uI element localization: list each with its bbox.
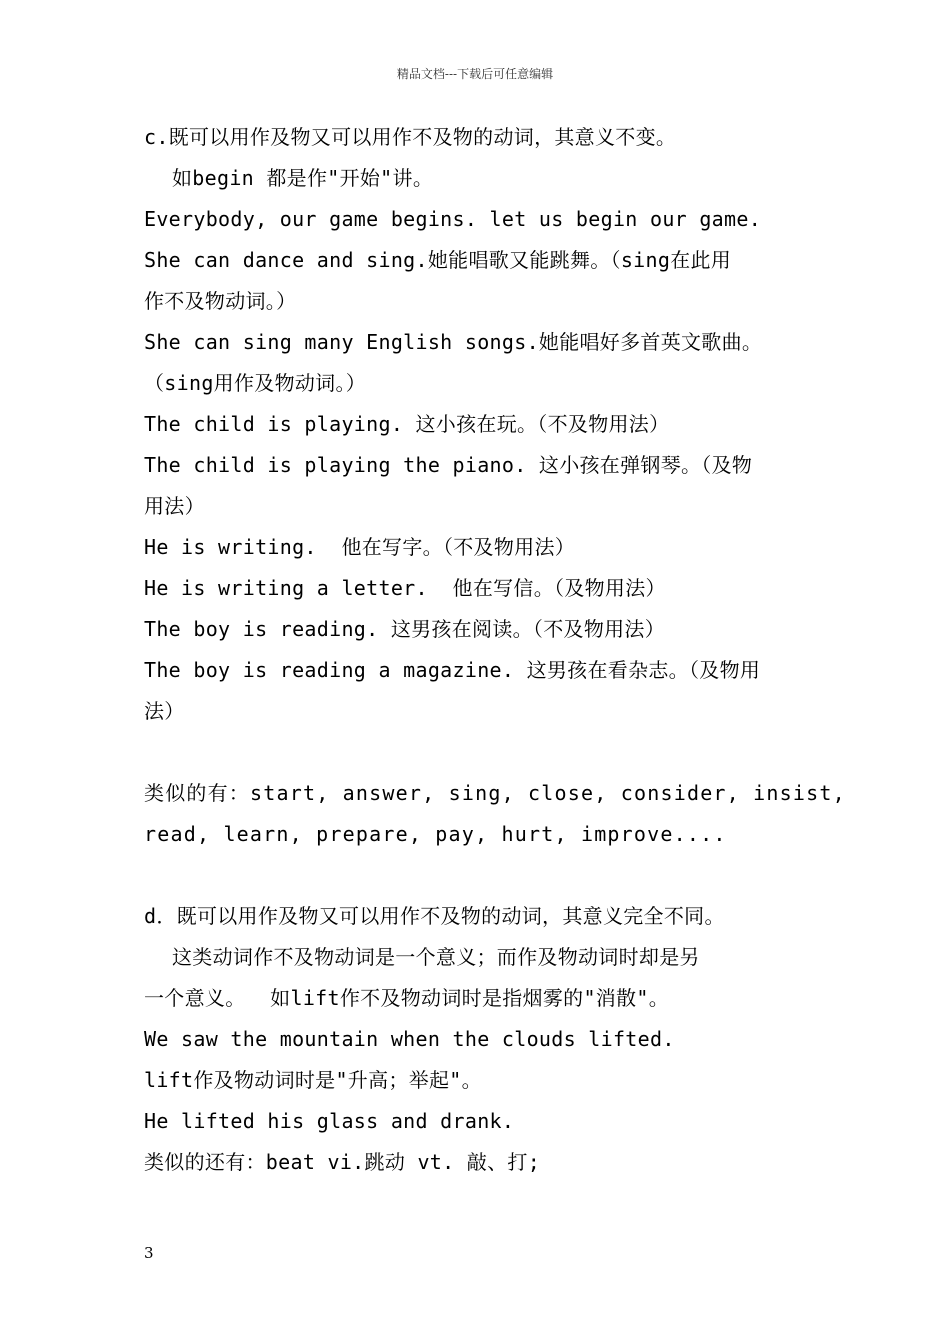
section-d-heading: d．既可以用作及物又可以用作不及物的动词，其意义完全不同。: [144, 904, 725, 928]
example-line: She can dance and sing.她能唱歌又能跳舞。（sing在此用: [144, 248, 732, 272]
example-line: The child is playing. 这小孩在玩。（不及物用法）: [144, 412, 670, 436]
example-line: Everybody, our game begins. let us begin our game.: [144, 207, 762, 231]
page-header: 精品文档---下载后可任意编辑: [396, 67, 554, 81]
document-body: [144, 117, 846, 1183]
text-line: 这类动词作不及物动词是一个意义；而作及物动词时却是另: [172, 945, 700, 969]
page-number: 3: [144, 1244, 154, 1262]
example-line: He is writing. 他在写字。（不及物用法）: [144, 535, 576, 559]
text-line: 类似的还有：beat vi.跳动 vt. 敲、打;: [144, 1150, 541, 1174]
text-line: 作不及物动词。）: [144, 289, 297, 313]
blank-line: [144, 732, 816, 773]
example-line: The boy is reading. 这男孩在阅读。（不及物用法）: [144, 617, 666, 641]
text-line: 法）: [144, 699, 185, 723]
text-line: 一个意义。 如lift作不及物动词时是指烟雾的"消散"。: [144, 986, 670, 1010]
section-c-heading: c.既可以用作及物又可以用作不及物的动词，其意义不变。: [144, 125, 677, 149]
example-line: He is writing a letter. 他在写信。（及物用法）: [144, 576, 666, 600]
blank-line: [144, 855, 816, 896]
example-line: The boy is reading a magazine. 这男孩在看杂志。（及物用: [144, 658, 761, 682]
example-line: The child is playing the piano. 这小孩在弹钢琴。（及物: [144, 453, 753, 477]
text-line: （sing用作及物动词。）: [144, 371, 367, 395]
similar-words-line: 类似的有：start, answer, sing, close, consider, insist,: [144, 781, 846, 805]
example-line: He lifted his glass and drank.: [144, 1109, 515, 1133]
example-line: We saw the mountain when the clouds lifted.: [144, 1027, 675, 1051]
text-line: 如begin 都是作"开始"讲。: [172, 166, 434, 190]
similar-words-line: read, learn, prepare, pay, hurt, improve....: [144, 822, 727, 846]
text-line: 用法）: [144, 494, 205, 518]
text-line: lift作及物动词时是"升高；举起"。: [144, 1068, 482, 1092]
example-line: She can sing many English songs.她能唱好多首英文歌曲。: [144, 330, 763, 354]
